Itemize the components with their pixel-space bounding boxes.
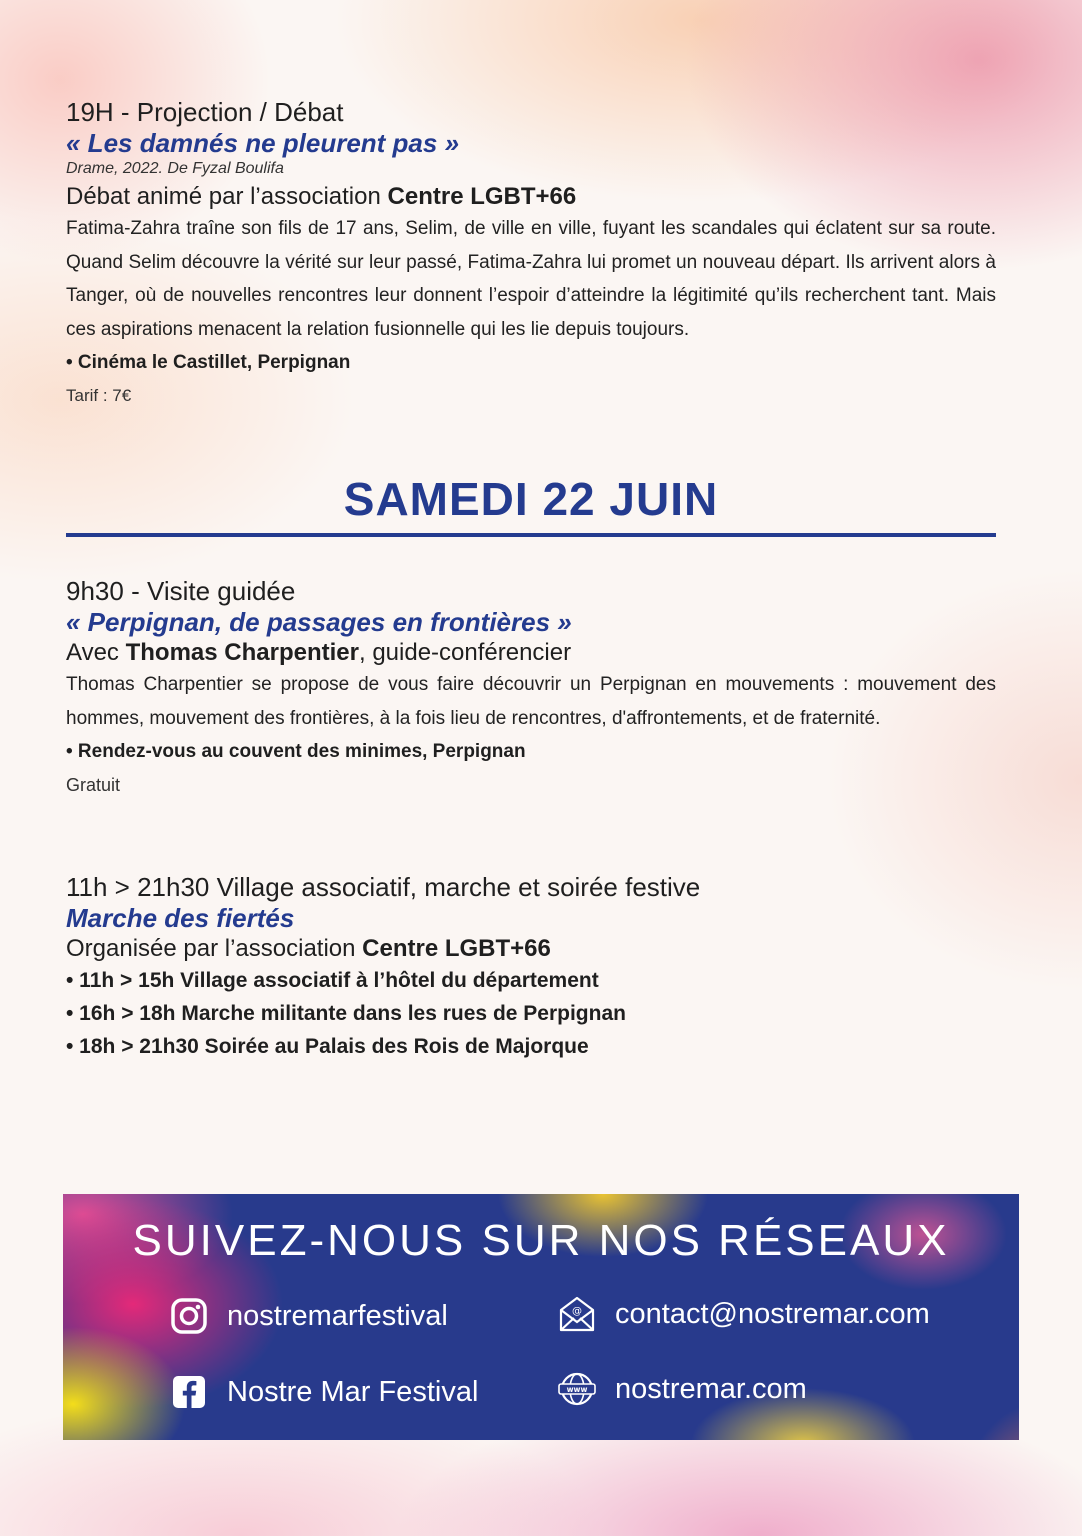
event-description: Fatima-Zahra traîne son fils de 17 ans, Selim, de ville en ville, fuyant les scandales qui éclatent sur sa route. Quand Selim découvre la vérité sur leur passé, Fatima-Zahra lui promet un nouveau départ. Ils arrivent alors à Tanger, où de nouvelles rencontres leur donnent l’espoir d’atteindre la légitimité qu’ils recherchent tant. Mais ces aspirations menacent la relation fusionnelle qui les lie depuis toujours. [66,218,996,340]
debate-prefix: Débat animé par l’association [66,183,388,210]
event-time: 19H - Projection / Débat [66,97,344,127]
schedule-list [66,964,996,1063]
event-description: Thomas Charpentier se propose de vous faire découvrir un Perpignan en mouvements : mouvement des hommes, mouvement des frontières, à la fois lieu de rencontres, d'affrontements, et de fraternité. [66,674,996,729]
facebook-link[interactable] [169,1372,478,1412]
instagram-handle: nostremarfestival [227,1299,448,1332]
event-time: 9h30 - Visite guidée [66,576,296,606]
website-url: nostremar.com [615,1372,807,1405]
svg-text:www: www [566,1385,588,1394]
event-place: • Rendez-vous au couvent des minimes, Perpignan [66,741,526,762]
organizer-line [66,934,996,964]
instagram-link[interactable] [169,1296,448,1336]
event-place: • Cinéma le Castillet, Perpignan [66,352,351,373]
debate-line [66,182,996,212]
guide-line [66,638,996,668]
event-price: Gratuit [66,775,121,795]
event-price: Tarif : 7€ [66,386,132,405]
event-time: 11h > 21h30 Village associatif, marche et soirée festive [66,872,701,902]
organizer-prefix: Organisée par l’association [66,935,363,962]
facebook-page: Nostre Mar Festival [227,1375,479,1408]
heading-divider [66,533,996,537]
email-address: contact@nostremar.com [615,1297,930,1330]
debate-org: Centre LGBT+66 [387,183,577,210]
day-heading: SAMEDI 22 JUIN [343,473,719,525]
event-title: « Les damnés ne pleurent pas » [66,128,460,158]
event-pride-march [66,872,996,1063]
instagram-icon [169,1296,209,1336]
email-icon [557,1294,597,1334]
guide-suffix: , guide-conférencier [358,639,572,666]
guide-prefix: Avec [66,639,126,666]
list-item: • 16h > 18h Marche militante dans les rues de Perpignan [66,1002,626,1025]
facebook-icon [169,1372,209,1412]
event-title: « Perpignan, de passages en frontières » [66,607,572,637]
event-projection [66,97,996,413]
guide-name: Thomas Charpentier [125,639,359,666]
list-item: • 11h > 15h Village associatif à l’hôtel du département [66,969,599,992]
film-meta: Drame, 2022. De Fyzal Boulifa [66,160,284,177]
social-banner [63,1194,1019,1440]
email-link[interactable] [557,1294,930,1334]
social-banner-title: SUIVEZ-NOUS SUR NOS RÉSEAUX [132,1216,950,1265]
svg-text:@: @ [572,1306,582,1317]
web-icon [557,1369,597,1409]
website-link[interactable] [557,1369,807,1409]
event-title: Marche des fiertés [66,903,295,933]
list-item: • 18h > 21h30 Soirée au Palais des Rois de Majorque [66,1035,589,1058]
event-guided-tour [66,576,996,802]
organizer-name: Centre LGBT+66 [362,935,551,962]
